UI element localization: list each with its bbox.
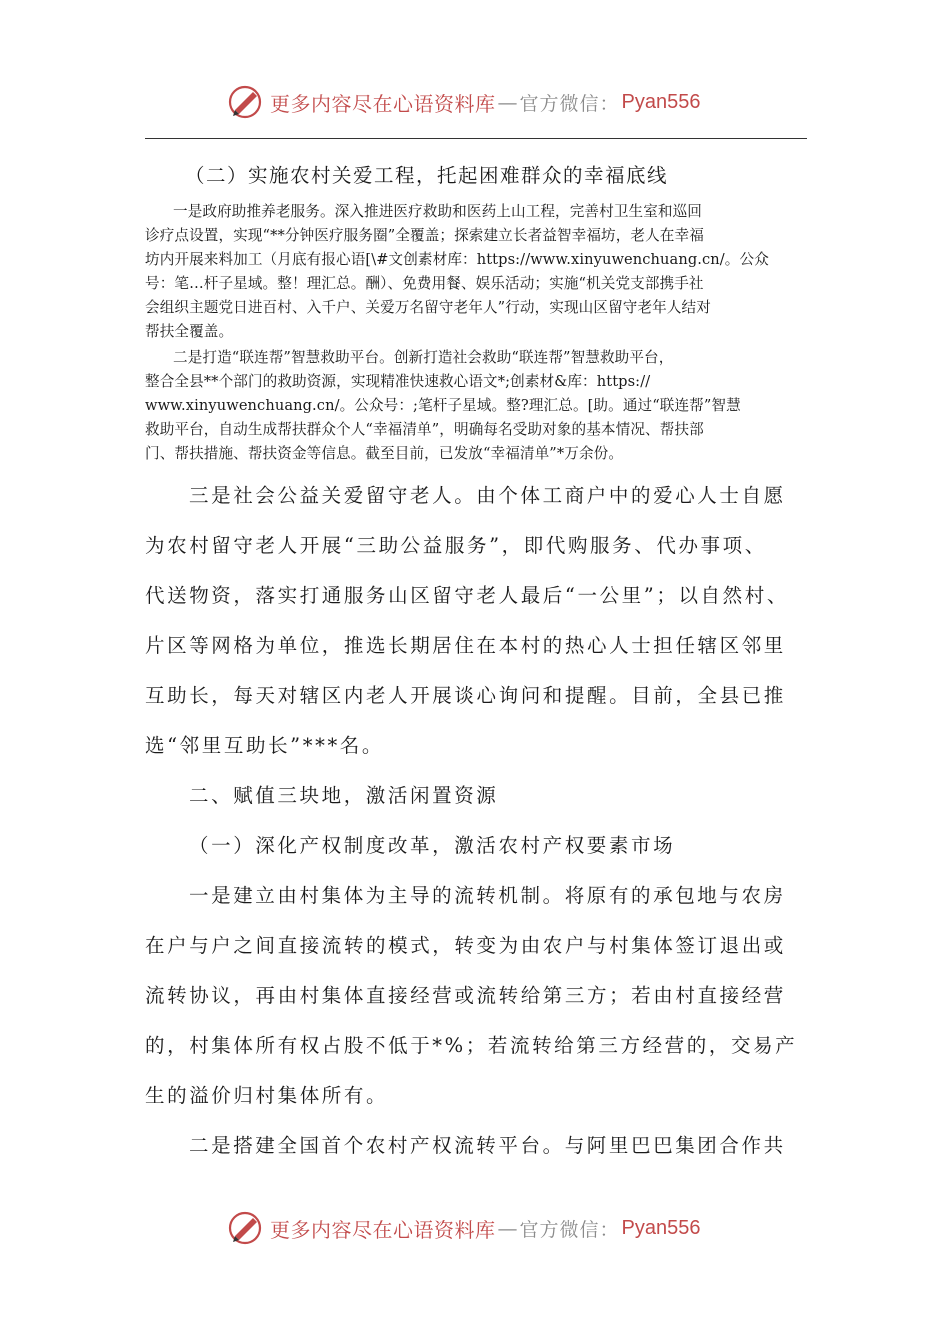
- paragraph-line: （一）深化产权制度改革，激活农村产权要素市场: [189, 834, 676, 857]
- paragraph-line: 会组织主题党日进百村、入千户、关爱万名留守老年人”行动，实现山区留守老年人结对: [145, 299, 711, 316]
- paragraph-line: 坊内开展来料加工（月底有报心语[\#文创素材库：https://www.xinyuwenchuang.cn/。公众: [145, 251, 769, 268]
- paragraph-line: 诊疗点设置，实现“**分钟医疗服务圈”全覆盖；探索建立长者益智幸福坊，老人在幸福: [145, 227, 704, 244]
- section-heading: （二）实施农村关爱工程，托起困难群众的幸福底线: [185, 164, 669, 187]
- paragraph-line: 三是社会公益关爱留守老人。由个体工商户中的爱心人士自愿: [189, 484, 786, 507]
- banner-subtitle: 官方微信：: [519, 1218, 620, 1241]
- banner-title: 更多内容尽在心语资料库: [270, 91, 496, 116]
- header-banner: [228, 82, 700, 122]
- paragraph-line: 流转协议，再由村集体直接经营或流转给第三方；若由村直接经营: [145, 984, 786, 1007]
- banner-dash: —: [497, 90, 518, 114]
- paragraph-line: 互助长，每天对辖区内老人开展谈心询问和提醒。目前，全县已推: [145, 684, 786, 707]
- paragraph-line: 二、赋值三块地，激活闲置资源: [189, 784, 499, 807]
- paragraph-line: 一是政府助推养老服务。深入推进医疗救助和医药上山工程，完善村卫生室和巡回: [173, 203, 702, 220]
- paragraph-line: 为农村留守老人开展“三助公益服务”，即代购服务、代办事项、: [145, 534, 767, 557]
- paragraph-line: 救助平台，自动生成帮扶群众个人“幸福清单”，明确每名受助对象的基本情况、帮扶部: [145, 421, 704, 438]
- paragraph-line: 门、帮扶措施、帮扶资金等信息。截至目前，已发放“幸福清单”*万余份。: [145, 445, 624, 462]
- paragraph-line: 二是打造“联连帮”智慧救助平台。创新打造社会救助“联连帮”智慧救助平台，: [173, 349, 674, 366]
- paragraph-line: 二是搭建全国首个农村产权流转平台。与阿里巴巴集团合作共: [189, 1134, 786, 1157]
- paragraph-line: 代送物资，落实打通服务山区留守老人最后“一公里”；以自然村、: [145, 584, 789, 607]
- banner-dash: —: [497, 1216, 518, 1240]
- banner-title: 更多内容尽在心语资料库: [270, 1217, 496, 1242]
- header-divider: [145, 138, 807, 139]
- paragraph-line: 号：笔…杆子星域。整！理汇总。酬）、免费用餐、娱乐活动；实施“机关党支部携手社: [145, 275, 704, 292]
- banner-subtitle: 官方微信：: [519, 92, 620, 115]
- paragraph-line: 的，村集体所有权占股不低于*%；若流转给第三方经营的，交易产: [145, 1034, 798, 1057]
- paragraph-line: 帮扶全覆盖。: [145, 323, 234, 340]
- banner-wechat-id: Pyan556: [621, 1216, 701, 1239]
- pen-logo-icon: [228, 1210, 264, 1246]
- banner-wechat-id: Pyan556: [621, 90, 701, 113]
- footer-banner: [228, 1208, 700, 1248]
- pen-logo-icon: [228, 84, 264, 120]
- paragraph-line: 整合全县**个部门的救助资源，实现精准快速救心语文*;创素材&库：https://: [145, 373, 651, 390]
- paragraph-line: 生的溢价归村集体所有。: [145, 1084, 389, 1107]
- paragraph-line: 一是建立由村集体为主导的流转机制。将原有的承包地与农房: [189, 884, 786, 907]
- paragraph-line: 在户与户之间直接流转的模式，转变为由农户与村集体签订退出或: [145, 934, 786, 957]
- paragraph-line: 片区等网格为单位，推选长期居住在本村的热心人士担任辖区邻里: [145, 634, 786, 657]
- paragraph-line: 选“邻里互助长”***名。: [145, 734, 384, 757]
- paragraph-line: www.xinyuwenchuang.cn/。公众号：;笔杆子星域。整?理汇总。[助。通过“联连帮”智慧: [145, 397, 741, 414]
